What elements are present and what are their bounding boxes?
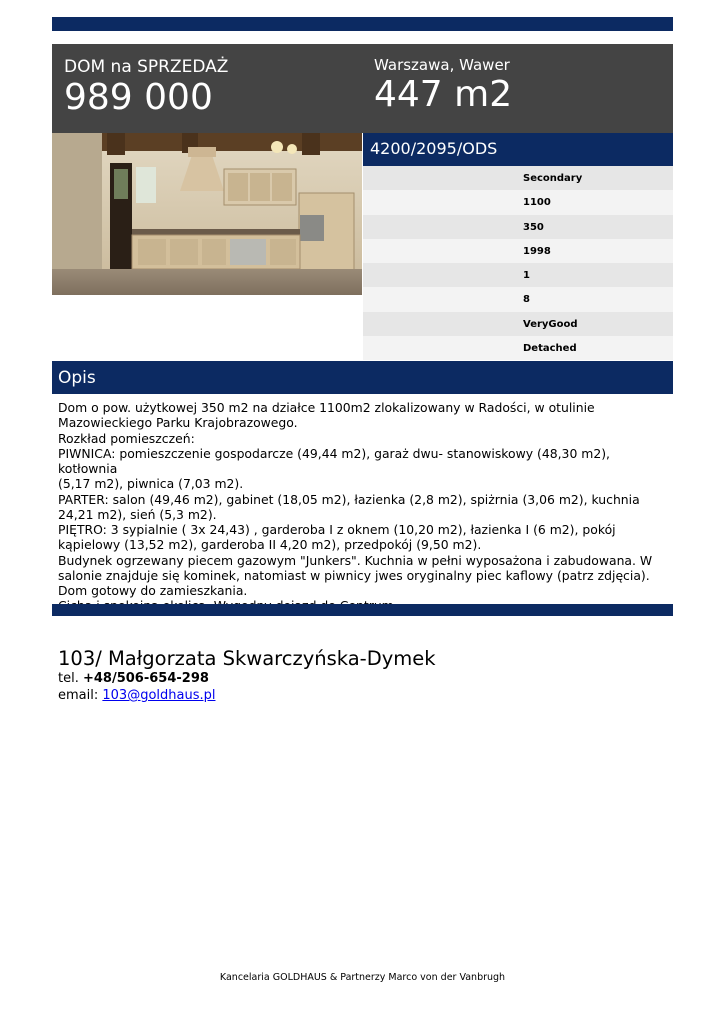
detail-row <box>363 336 673 360</box>
email-link[interactable]: 103@goldhaus.pl <box>102 688 216 703</box>
description-line: kąpielowy (13,52 m2), garderoba II 4,20 m2), przedpokój (9,50 m2). <box>58 537 482 553</box>
description-line: Dom o pow. użytkowej 350 m2 na działce 1100m2 zlokalizowany w Radości, w otulinie <box>58 400 595 415</box>
detail-value: 350 <box>523 221 544 233</box>
phone-label: tel. <box>58 671 79 686</box>
detail-row <box>363 287 673 311</box>
description-line: Mazowieckiego Parku Krajobrazowego. <box>58 415 298 431</box>
detail-row <box>363 239 673 263</box>
agent-phone-line <box>58 670 670 687</box>
detail-row <box>363 166 673 190</box>
description-line: salonie znajduje się kominek, natomiast w piwnicy jwes oryginalny piec kaflowy (patrz zdjęcia). <box>58 567 650 583</box>
header-right <box>374 55 512 115</box>
description-text <box>58 400 670 614</box>
description-line: Budynek ogrzewany piecem gazowym "Junkers". Kuchnia w pełni wyposażona i zabudowana. W <box>58 552 653 568</box>
detail-row <box>363 312 673 336</box>
reference-bar <box>363 133 673 166</box>
kitchen-photo-illustration <box>52 133 362 295</box>
description-line: (5,17 m2), piwnica (7,03 m2). <box>58 476 244 492</box>
description-line: Rozkład pomieszczeń: <box>58 430 195 446</box>
detail-row <box>363 215 673 239</box>
agent-email-line <box>58 687 670 704</box>
details-table <box>363 166 673 360</box>
header-left <box>64 56 228 118</box>
detail-value: VeryGood <box>523 318 578 330</box>
property-photo[interactable] <box>52 133 362 295</box>
detail-value: 1 <box>523 270 530 282</box>
section-divider-bar <box>52 604 673 616</box>
phone-number: +48/506-654-298 <box>82 671 209 686</box>
description-line: Dom gotowy do zamieszkania. <box>58 583 248 598</box>
area: 447 m2 <box>374 74 513 115</box>
detail-value: Secondary <box>523 173 583 184</box>
detail-value: 1998 <box>523 245 551 257</box>
detail-value: Detached <box>523 343 577 355</box>
detail-row <box>363 263 673 287</box>
description-title: Opis <box>58 368 96 388</box>
reference-number: 4200/2095/ODS <box>370 139 498 158</box>
listing-header <box>52 44 673 133</box>
description-header <box>52 361 673 394</box>
top-decorative-bar <box>52 17 673 31</box>
price: 989 000 <box>64 77 213 118</box>
detail-value: 1100 <box>523 197 551 209</box>
description-line: PIWNICA: pomieszczenie gospodarcze (49,44 m2), garaż dwu- stanowiskowy (48,30 m2), kotłownia <box>58 445 610 476</box>
email-label: email: <box>58 688 99 703</box>
agent-name: 103/ Małgorzata Skwarczyńska-Dymek <box>58 647 436 670</box>
agent-contact <box>58 648 670 704</box>
description-line: PIĘTRO: 3 sypialnie ( 3x 24,43) , garderoba I z oknem (10,20 m2), łazienka I (6 m2), pokój <box>58 522 616 537</box>
detail-value: 8 <box>523 294 530 306</box>
description-line: PARTER: salon (49,46 m2), gabinet (18,05 m2), łazienka (2,8 m2), spiżrnia (3,06 m2), kuchnia <box>58 491 640 507</box>
location: Warszawa, Wawer <box>374 56 510 74</box>
listing-type: DOM na SPRZEDAŻ <box>64 57 229 77</box>
detail-row <box>363 190 673 214</box>
footer-text: Kancelaria GOLDHAUS & Partnerzy Marco von der Vanbrugh <box>219 972 506 983</box>
description-line: 24,21 m2), sień (5,3 m2). <box>58 506 217 522</box>
